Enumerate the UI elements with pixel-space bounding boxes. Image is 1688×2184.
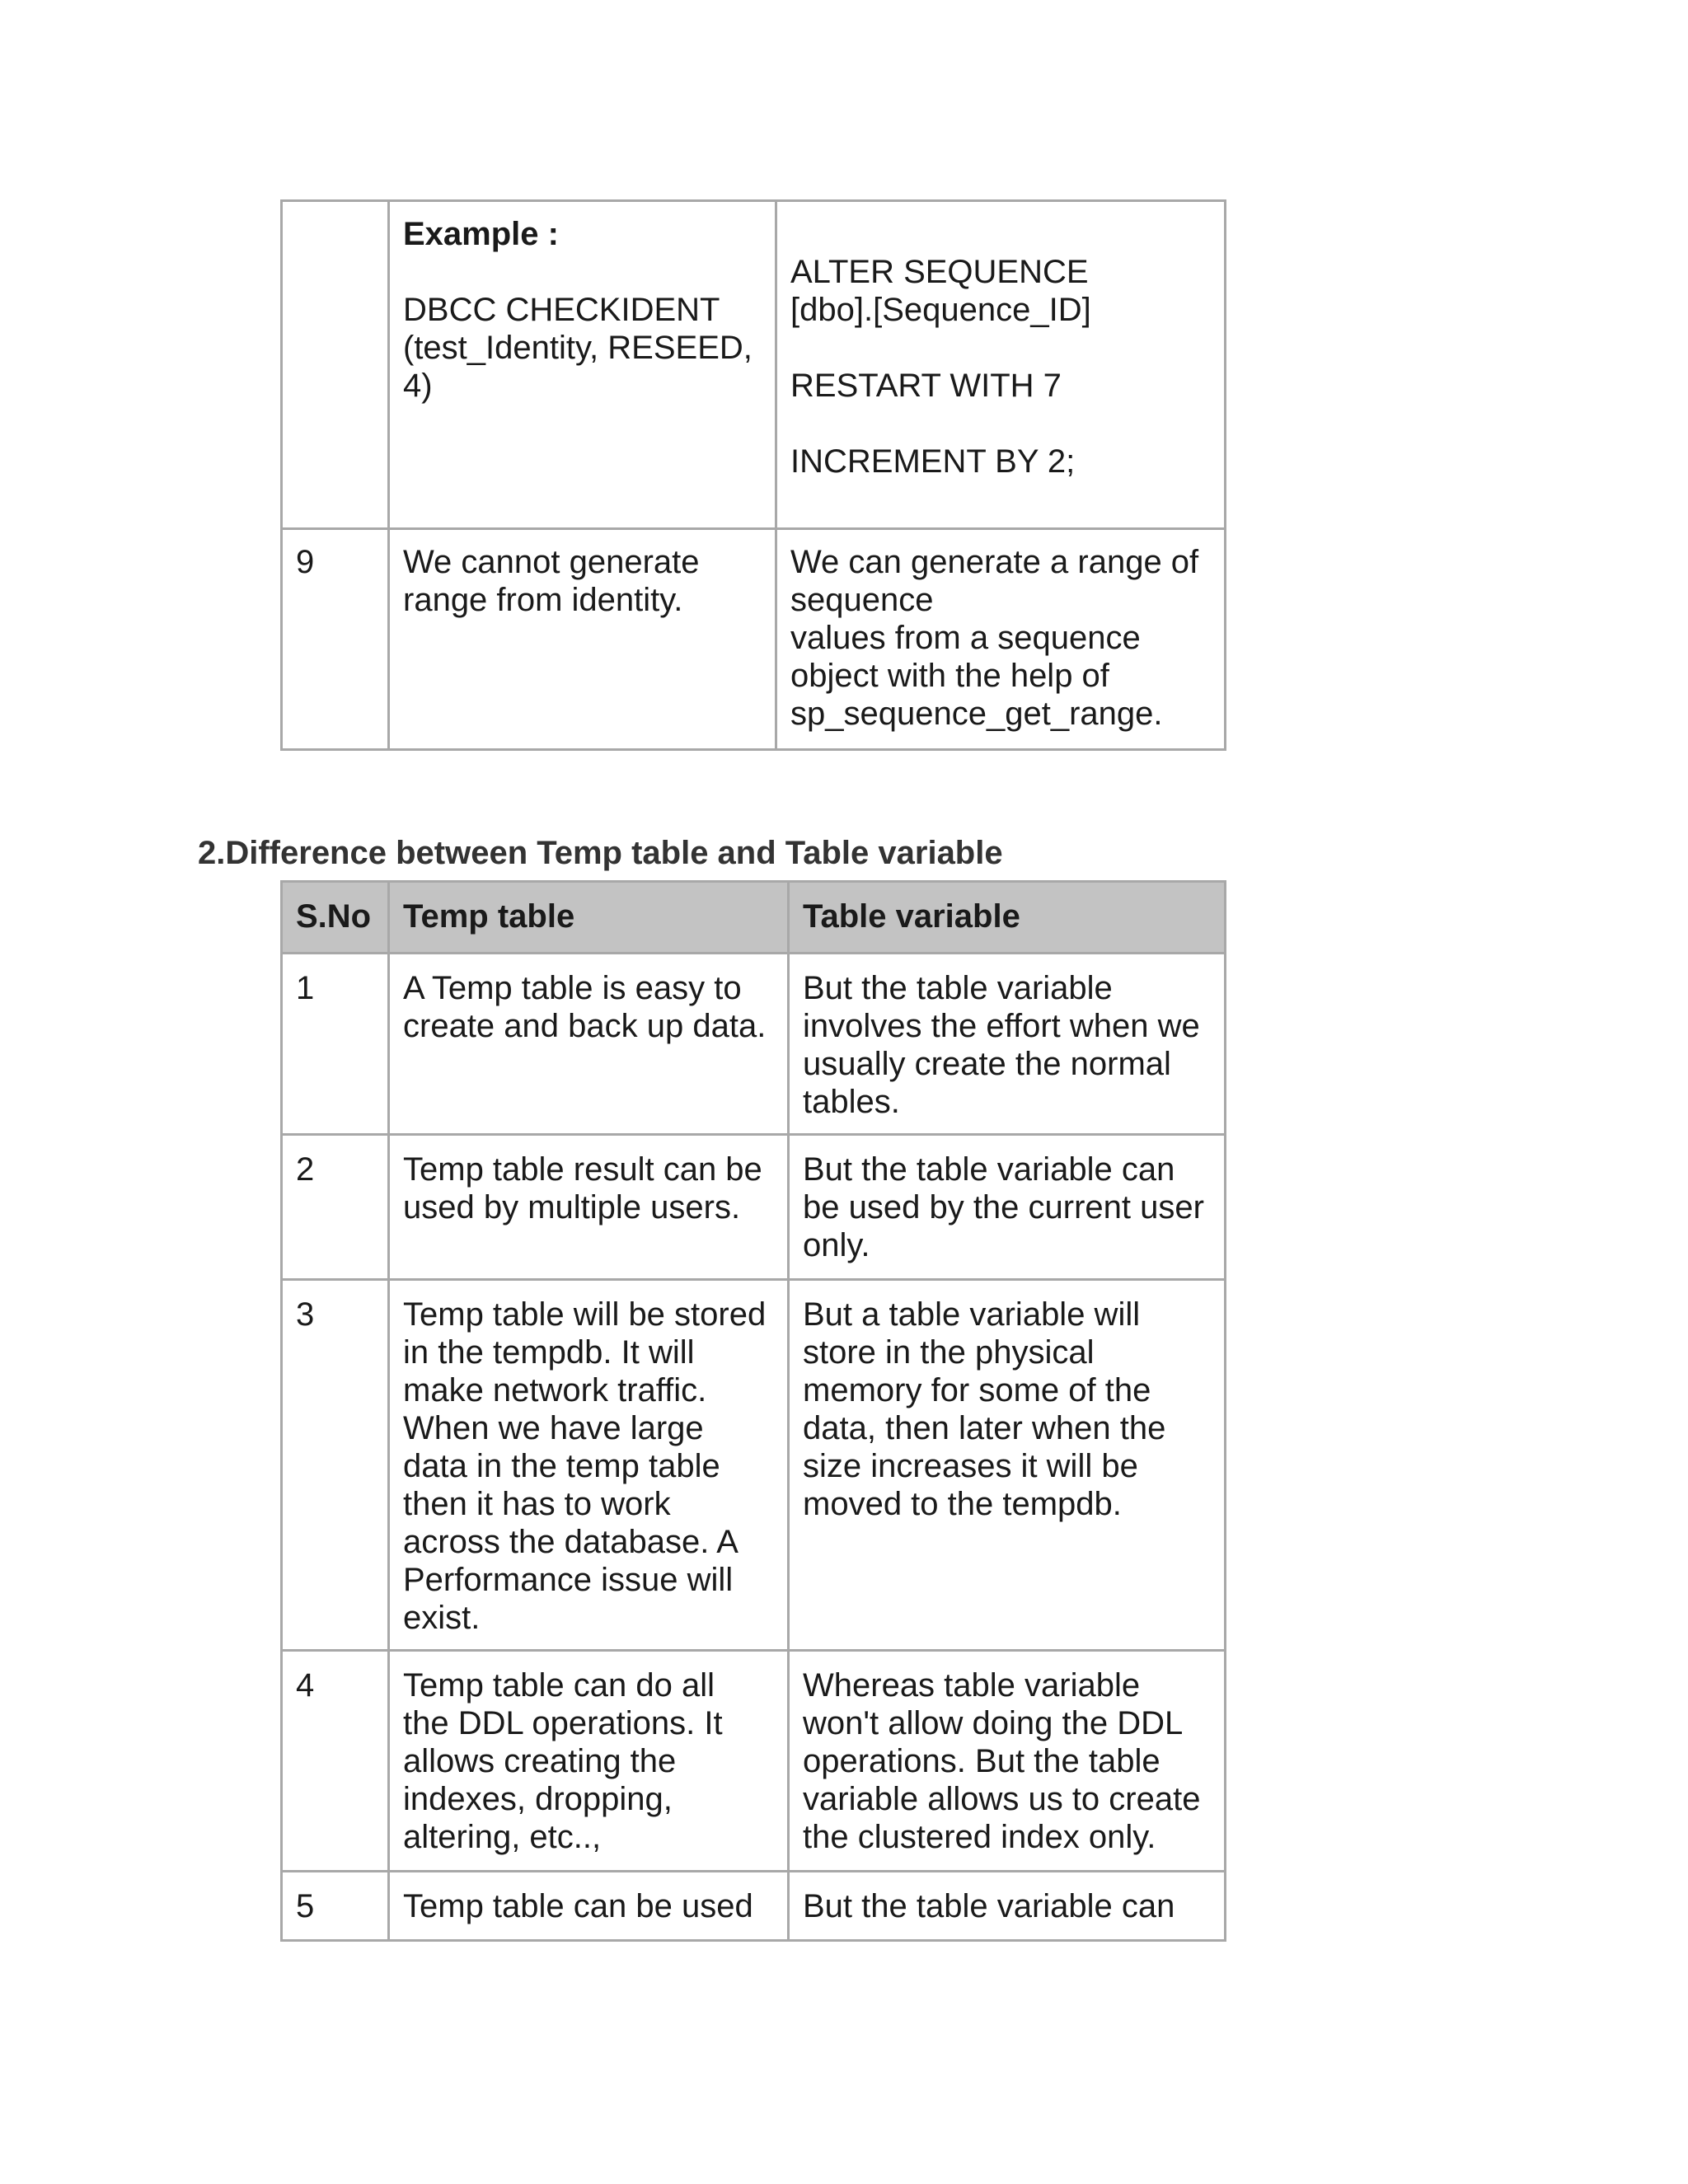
text-line: data, then later when the (803, 1410, 1166, 1446)
cell-temp-table (389, 1872, 789, 1941)
text-line: object with the help of (790, 658, 1109, 694)
text-line: values from a sequence (790, 620, 1141, 656)
cell-sno (282, 201, 389, 529)
text-line: DBCC CHECKIDENT (403, 292, 720, 328)
text-line: RESTART WITH 7 (790, 368, 1062, 404)
text-line: A Temp table is easy to (403, 970, 742, 1006)
table-row-1 (282, 954, 1226, 1135)
text-line: operations. But the table (803, 1743, 1160, 1779)
text-line: We cannot generate (403, 544, 700, 580)
text-line: [dbo].[Sequence_ID] (790, 292, 1091, 328)
text-line: tables. (803, 1084, 900, 1120)
cell-sno: 5 (282, 1872, 389, 1941)
text-line: Performance issue will (403, 1562, 734, 1598)
table-header-row (282, 882, 1226, 954)
text-line: across the database. A (403, 1524, 738, 1560)
text-line: won't allow doing the DDL (803, 1705, 1184, 1741)
text-line: But the table variable (803, 970, 1113, 1006)
text-line: When we have large (403, 1410, 704, 1446)
text-line: INCREMENT BY 2; (790, 443, 1076, 480)
table-row-4 (282, 1651, 1226, 1872)
cell-table-variable (789, 1651, 1226, 1872)
text-line: But the table variable can (803, 1151, 1175, 1188)
cell-temp-table (389, 1651, 789, 1872)
text-line: make network traffic. (403, 1372, 707, 1408)
text-line: range from identity. (403, 582, 683, 618)
text-line: But a table variable will (803, 1296, 1141, 1333)
cell-temp-table (389, 1280, 789, 1651)
header-sno: S.No (282, 882, 389, 954)
text-line: be used by the current user (803, 1189, 1204, 1226)
cell-sno: 1 (282, 954, 389, 1135)
table-row-3 (282, 1280, 1226, 1651)
text-line: sp_sequence_get_range. (790, 696, 1163, 732)
text-line: altering, etc.., (403, 1819, 602, 1855)
cell-table-variable (789, 954, 1226, 1135)
example-label: Example : (403, 216, 559, 252)
cell-table-variable (789, 1135, 1226, 1280)
text-line: data in the temp table (403, 1448, 720, 1484)
text-line: create and back up data. (403, 1008, 767, 1044)
text-line: (test_Identity, RESEED, (403, 330, 753, 366)
text-line: Whereas table variable (803, 1667, 1141, 1704)
cell-table-variable (789, 1872, 1226, 1941)
cell-sequence (776, 529, 1226, 750)
text-line: Temp table will be stored (403, 1296, 767, 1333)
text-line: ALTER SEQUENCE (790, 254, 1089, 290)
text-line: size increases it will be (803, 1448, 1138, 1484)
text-line: the clustered index only. (803, 1819, 1156, 1855)
table-row-example (282, 201, 1226, 529)
text-line: indexes, dropping, (403, 1781, 673, 1817)
text-line: Temp table result can be (403, 1151, 762, 1188)
cell-identity (389, 529, 776, 750)
temp-vs-table-variable-table (280, 880, 1226, 1942)
text-line: then it has to work (403, 1486, 671, 1522)
text-line: involves the effort when we (803, 1008, 1200, 1044)
text-line: only. (803, 1227, 870, 1263)
table-row-5 (282, 1872, 1226, 1941)
text-line: moved to the tempdb. (803, 1486, 1122, 1522)
text-line: Temp table can do all (403, 1667, 715, 1704)
text-line: store in the physical (803, 1334, 1095, 1371)
text-line: 4) (403, 368, 433, 404)
table-row-2 (282, 1135, 1226, 1280)
cell-sno: 4 (282, 1651, 389, 1872)
text-line: used by multiple users. (403, 1189, 741, 1226)
cell-identity-example (389, 201, 776, 529)
text-line: memory for some of the (803, 1372, 1151, 1408)
section-heading: 2.Difference between Temp table and Table variable (198, 835, 1003, 871)
cell-temp-table (389, 954, 789, 1135)
text-line: variable allows us to create (803, 1781, 1201, 1817)
header-table-variable: Table variable (789, 882, 1226, 954)
text-line: We can generate a range of (790, 544, 1199, 580)
cell-table-variable (789, 1280, 1226, 1651)
text-line: in the tempdb. It will (403, 1334, 695, 1371)
table-row-9 (282, 529, 1226, 750)
text-line: exist. (403, 1600, 481, 1636)
cell-sno: 9 (282, 529, 389, 750)
text-line: allows creating the (403, 1743, 677, 1779)
cell-sequence-example (776, 201, 1226, 529)
text-line: sequence (790, 582, 934, 618)
cell-temp-table (389, 1135, 789, 1280)
text-line: Temp table can be used (403, 1888, 753, 1924)
cell-sno: 3 (282, 1280, 389, 1651)
cell-sno: 2 (282, 1135, 389, 1280)
text-line: But the table variable can (803, 1888, 1175, 1924)
sequence-comparison-table (280, 199, 1226, 751)
header-temp-table: Temp table (389, 882, 789, 954)
text-line: the DDL operations. It (403, 1705, 723, 1741)
text-line: usually create the normal (803, 1046, 1171, 1082)
